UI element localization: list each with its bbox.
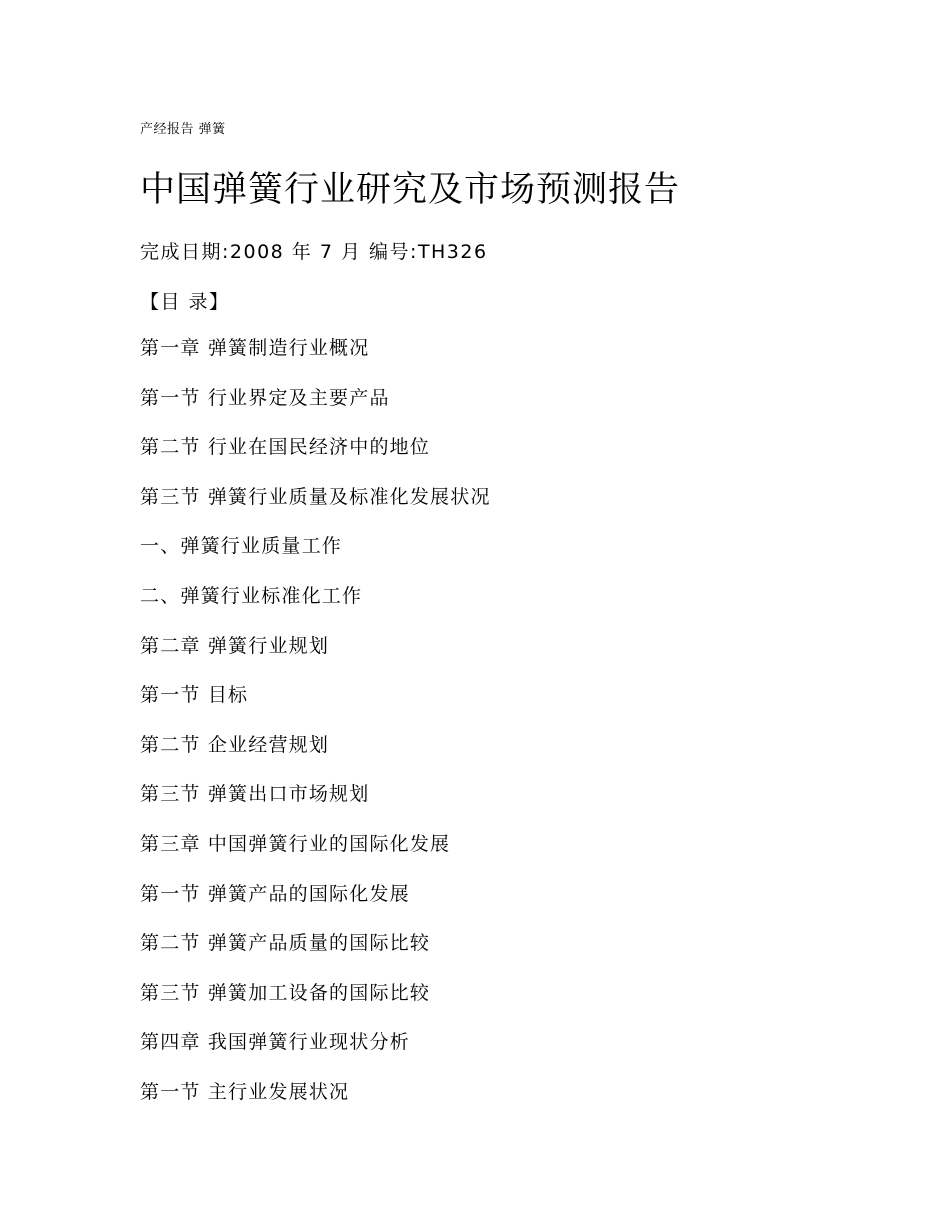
toc-item: 第三章 中国弹簧行业的国际化发展 [140, 832, 451, 855]
toc-item: 第三节 弹簧出口市场规划 [140, 783, 370, 806]
page-title: 中国弹簧行业研究及市场预测报告 [140, 170, 681, 210]
toc-item: 第二节 企业经营规划 [140, 733, 330, 756]
toc-item: 第二章 弹簧行业规划 [140, 634, 330, 657]
header-tag: 产经报告 弹簧 [140, 122, 226, 137]
toc-item: 第一节 行业界定及主要产品 [140, 386, 390, 409]
toc-item: 一、弹簧行业质量工作 [140, 535, 343, 558]
toc-item: 第二节 弹簧产品质量的国际比较 [140, 932, 431, 955]
toc-item: 二、弹簧行业标准化工作 [140, 584, 363, 607]
toc-item: 第一节 主行业发展状况 [140, 1080, 350, 1103]
completion-date-and-code: 完成日期:2008 年 7 月 编号:TH326 [140, 241, 488, 263]
toc-item: 第二节 行业在国民经济中的地位 [140, 436, 431, 459]
toc-item: 第三节 弹簧加工设备的国际比较 [140, 981, 431, 1004]
toc-item: 第一节 弹簧产品的国际化发展 [140, 882, 410, 905]
toc-item: 第四章 我国弹簧行业现状分析 [140, 1031, 410, 1054]
toc-item: 第一章 弹簧制造行业概况 [140, 337, 370, 359]
table-of-contents [140, 336, 491, 1130]
toc-item: 第三节 弹簧行业质量及标准化发展状况 [140, 485, 491, 508]
toc-heading: 【目 录】 [140, 291, 230, 313]
toc-item: 第一节 目标 [140, 684, 249, 707]
